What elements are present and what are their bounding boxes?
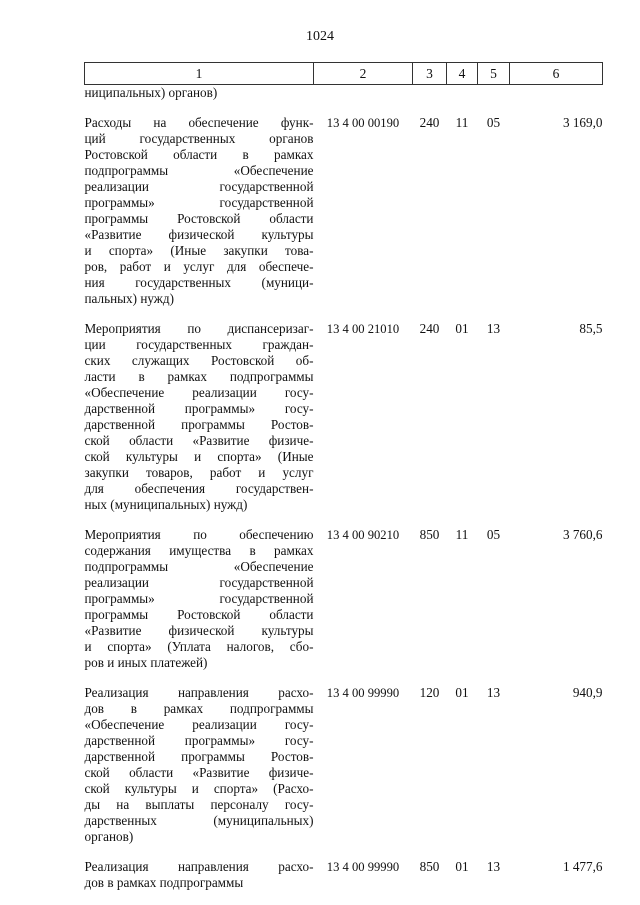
description-line: органов) (84, 829, 134, 844)
description-line: реализации государственной (84, 179, 314, 194)
table-row (85, 527, 603, 671)
description-line: ных (муниципальных) нужд) (84, 497, 248, 512)
classification-code: 13 4 00 99990 (326, 860, 400, 874)
description-line: Мероприятия по диспансеризаг- (84, 321, 314, 336)
section-code: 01 (455, 321, 469, 336)
description-line: программы Ростовской области (84, 607, 314, 622)
description-line: программы» государственной (84, 591, 314, 606)
description-line: ции государственных граждан- (84, 337, 314, 352)
amount-value: 940,9 (572, 685, 603, 700)
description-line: подпрограммы «Обеспечение (84, 163, 314, 178)
expense-type-code: 240 (419, 321, 440, 336)
classification-code: 13 4 00 21010 (326, 322, 400, 336)
section-code: 11 (455, 527, 469, 542)
description-line: закупки товаров, работ и услуг (84, 465, 314, 480)
expense-type-code: 240 (419, 115, 440, 130)
row-spacer (85, 671, 603, 685)
description-line: ской культуры и спорта» (Расхо- (84, 781, 314, 796)
section-code: 11 (455, 115, 469, 130)
subsection-code: 13 (486, 859, 501, 874)
budget-table (84, 62, 603, 891)
amount-value: 3 169,0 (562, 115, 603, 130)
column-header-6: 6 (510, 63, 603, 85)
description-line: Расходы на обеспечение функ- (84, 115, 314, 130)
table-header-row (85, 63, 603, 85)
amount-value: 85,5 (579, 321, 603, 336)
description-line: ской культуры и спорта» (Иные (84, 449, 314, 464)
column-header-3: 3 (413, 63, 447, 85)
subsection-code: 13 (486, 321, 501, 336)
row-description (85, 321, 314, 513)
description-line: дарственной программы» госу- (84, 401, 314, 416)
description-line: содержания имущества в рамках (84, 543, 314, 558)
row-description (85, 859, 314, 891)
description-line: ров и иных платежей) (84, 655, 208, 670)
description-line: дарственной программы» госу- (84, 733, 314, 748)
column-header-5: 5 (478, 63, 510, 85)
row-spacer (85, 101, 603, 115)
column-header-4: 4 (447, 63, 478, 85)
description-line: программы» государственной (84, 195, 314, 210)
description-line: ских служащих Ростовской об- (84, 353, 314, 368)
description-line: дарственной программы Ростов- (84, 749, 314, 764)
table-row (85, 859, 603, 891)
description-line: ской области «Развитие физиче- (84, 765, 314, 780)
description-line: Реализация направления расхо- (84, 685, 314, 700)
continued-row (85, 85, 603, 102)
section-code: 01 (455, 859, 469, 874)
row-description (85, 527, 314, 671)
row-description (85, 115, 314, 307)
subsection-code: 13 (486, 685, 501, 700)
table-row (85, 685, 603, 845)
description-line: Ростовской области в рамках (84, 147, 314, 162)
description-line: дов в рамках подпрограммы (84, 875, 244, 890)
page-number: 1024 (306, 29, 334, 44)
description-line: «Обеспечение реализации госу- (84, 717, 314, 732)
classification-code: 13 4 00 99990 (326, 686, 400, 700)
row-spacer (85, 845, 603, 859)
description-line: дарственной программы Ростов- (84, 417, 314, 432)
table-row (85, 321, 603, 513)
amount-value: 3 760,6 (562, 527, 603, 542)
expense-type-code: 850 (419, 859, 440, 874)
row-spacer (85, 307, 603, 321)
description-line: дарственных (муниципальных) (84, 813, 314, 828)
description-line: Реализация направления расхо- (84, 859, 314, 874)
description-line: ния государственных (муници- (84, 275, 314, 290)
classification-code: 13 4 00 90210 (326, 528, 400, 542)
description-line: ской области «Развитие физиче- (84, 433, 314, 448)
row-spacer (85, 513, 603, 527)
description-line: «Обеспечение реализации госу- (84, 385, 314, 400)
description-line: Мероприятия по обеспечению (84, 527, 314, 542)
description-line: и спорта» (Иные закупки това- (84, 243, 314, 258)
description-line: дов в рамках подпрограммы (84, 701, 314, 716)
section-code: 01 (455, 685, 469, 700)
description-line: ды на выплаты персоналу госу- (84, 797, 314, 812)
subsection-code: 05 (486, 115, 501, 130)
description-line: ций государственных органов (84, 131, 314, 146)
description-line: «Развитие физической культуры (84, 227, 314, 242)
description-line: для обеспечения государствен- (84, 481, 314, 496)
expense-type-code: 850 (419, 527, 440, 542)
classification-code: 13 4 00 00190 (326, 116, 400, 130)
description-line: и спорта» (Уплата налогов, сбо- (84, 639, 314, 654)
amount-value: 1 477,6 (562, 859, 603, 874)
column-header-1: 1 (85, 63, 314, 85)
subsection-code: 05 (486, 527, 501, 542)
description-line: пальных) нужд) (84, 291, 175, 306)
description-line: ласти в рамках подпрограммы (84, 369, 314, 384)
description-line: реализации государственной (84, 575, 314, 590)
table-row (85, 115, 603, 307)
row-description (85, 685, 314, 845)
expense-type-code: 120 (419, 685, 440, 700)
column-header-2: 2 (314, 63, 413, 85)
continued-description: ниципальных) органов) (84, 85, 218, 100)
description-line: ров, работ и услуг для обеспече- (84, 259, 314, 274)
description-line: подпрограммы «Обеспечение (84, 559, 314, 574)
description-line: программы Ростовской области (84, 211, 314, 226)
description-line: «Развитие физической культуры (84, 623, 314, 638)
